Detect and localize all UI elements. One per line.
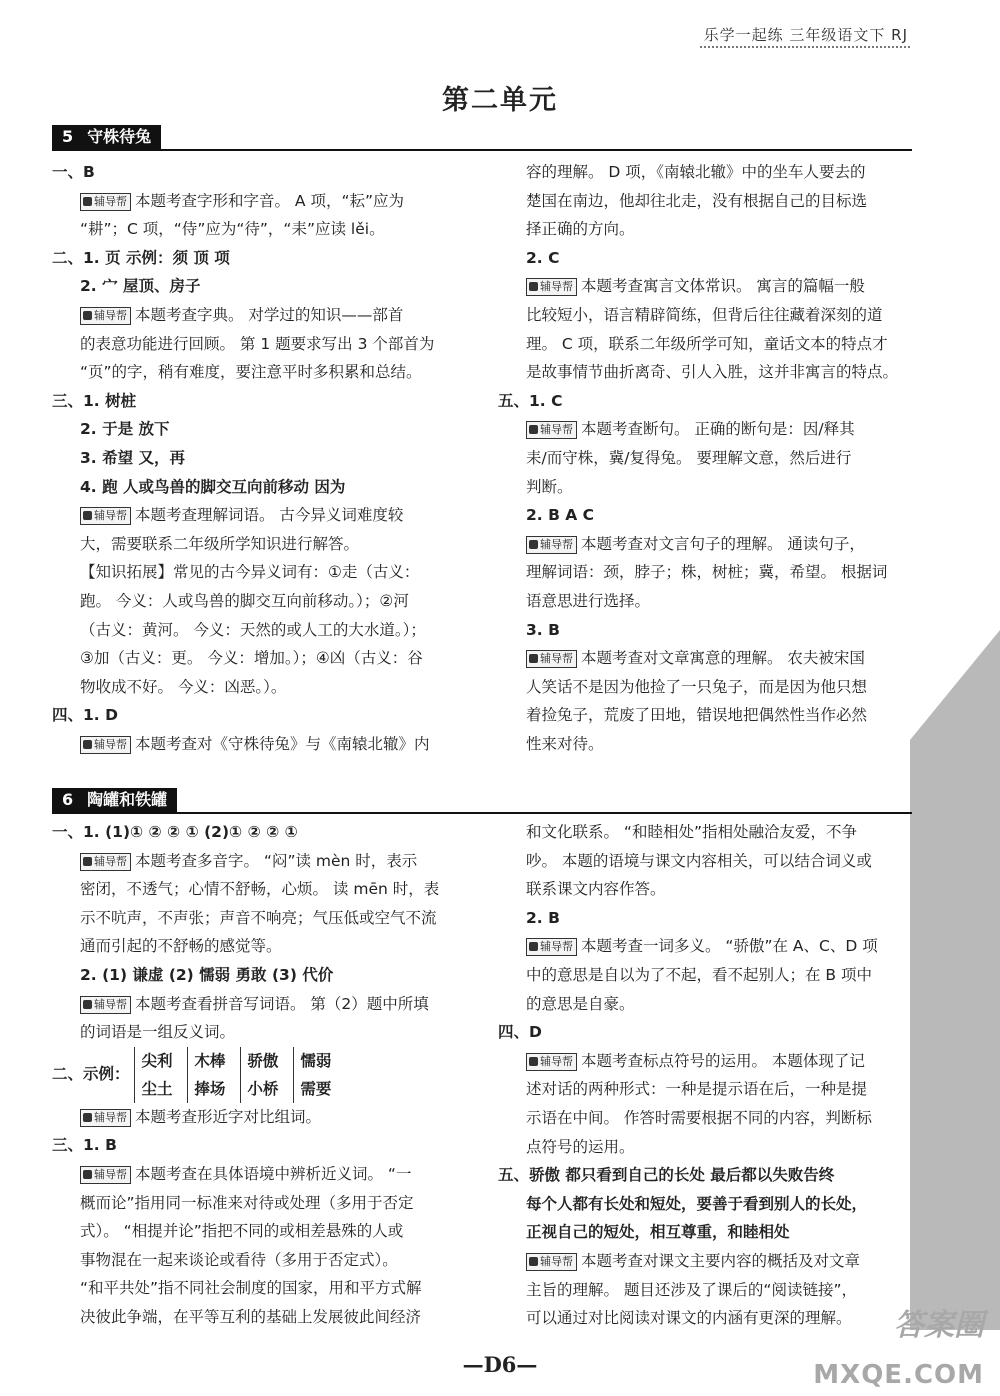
explanation-line: 耒/而守株，冀/复得兔。 要理解文意，然后进行 [526, 448, 852, 467]
book-icon [529, 540, 538, 549]
section-6-right-column [498, 818, 878, 1333]
answer-line: 2. B [526, 908, 560, 927]
book-icon [83, 511, 92, 520]
fudaobang-tag [526, 536, 577, 554]
explanation-line: 辅导帮 本题考查对文章寓意的理解。 农夫被宋国 [498, 644, 898, 673]
watermark-logo: 答案圈 [894, 1308, 984, 1343]
explanation-line: 大，需要联系二年级所学知识进行解答。 [80, 534, 360, 553]
tag-label: 辅导帮 [94, 1110, 127, 1124]
section-6-header [52, 788, 177, 812]
book-icon [529, 942, 538, 951]
page-header: 乐学一起练 三年级语文下 RJ [703, 26, 908, 44]
book-icon [529, 654, 538, 663]
word-group: 懦弱 需要 [293, 1047, 331, 1103]
explanation-line: “耕”；C 项，“侍”应为“待”，“耒”应读 lěi。 [80, 220, 385, 239]
book-icon [83, 740, 92, 749]
explanation-line: 是故事情节曲折离奇、引人入胜，这并非寓言的特点。 [526, 363, 899, 382]
explanation-line: 辅导帮 本题考查形近字对比组词。 [52, 1103, 439, 1132]
answer-line: 三、1. B [52, 1136, 117, 1155]
fudaobang-tag [80, 853, 131, 871]
explanation-line: 理。 C 项，联系二年级所学可知，童话文本的特点才 [526, 334, 888, 353]
fudaobang-tag [80, 1166, 131, 1184]
explanation-line: 辅导帮 本题考查字典。 对学过的知识——部首 [52, 301, 434, 330]
answer-line: 五、骄傲 都只看到自己的长处 最后都以失败告终 [498, 1166, 835, 1185]
knowledge-line: 跑。 今义：人或鸟兽的脚交互向前移动。）；②河 [80, 591, 409, 610]
book-icon [83, 311, 92, 320]
answer-line: 4. 跑 人或鸟兽的脚交互向前移动 因为 [80, 477, 346, 496]
fudaobang-tag [80, 507, 131, 525]
fudaobang-tag [80, 193, 131, 211]
watermark-url: MXQE.COM [813, 1360, 984, 1390]
book-icon [529, 1057, 538, 1066]
fudaobang-tag [526, 1253, 577, 1271]
explanation-line: 判断。 [526, 477, 573, 496]
knowledge-line: 【知识拓展】常见的古今异义词有：①走（古义： [80, 563, 420, 582]
tag-label: 辅导帮 [540, 1254, 573, 1268]
fudaobang-tag [526, 421, 577, 439]
tag-label: 辅导帮 [540, 423, 573, 437]
answer-line: 2. 宀 屋顶、房子 [80, 277, 201, 296]
explanation-line: 事物混在一起来谈论或看待（多用于否定式）。 [80, 1250, 398, 1269]
section-title: 陶罐和铁罐 [87, 790, 168, 809]
section-5-left-column [52, 158, 434, 758]
explanation-line: 密闭，不透气；心情不舒畅，心烦。 读 mēn 时，表 [80, 880, 440, 899]
answer-line: 四、1. D [52, 706, 118, 725]
book-icon [529, 425, 538, 434]
tag-label: 辅导帮 [540, 940, 573, 954]
explanation-line: 辅导帮 本题考查理解词语。 古今异义词难度较 [52, 501, 434, 530]
explanation-line: 辅导帮 本题考查标点符号的运用。 本题体现了记 [498, 1047, 878, 1076]
book-icon [83, 1000, 92, 1009]
word-group: 木棒 捧场 [187, 1047, 225, 1103]
answer-line: 三、1. 树桩 [52, 391, 137, 410]
explanation-line: 主旨的理解。 题目还涉及了课后的“阅读链接”， [526, 1280, 857, 1299]
answer-line: 正视自己的短处，相互尊重，和睦相处 [526, 1223, 790, 1242]
explanation-line: 决彼此争端，在平等互利的基础上发展彼此间经济 [80, 1307, 422, 1326]
explanation-line: 性来对待。 [526, 734, 604, 753]
section-title: 守株待兔 [87, 127, 152, 146]
explanation-line: 和文化联系。 “和睦相处”指相处融洽友爱，不争 [526, 823, 857, 841]
fudaobang-tag [80, 1109, 131, 1127]
explanation-line: 辅导帮 本题考查寓言文体常识。 寓言的篇幅一般 [498, 272, 898, 301]
knowledge-line: 物收成不好。 今义：凶恶。）。 [80, 677, 287, 696]
book-icon [83, 1170, 92, 1179]
explanation-line: 概而论”指用同一标准来对待或处理（多用于否定 [80, 1193, 414, 1212]
section-6-left-column [52, 818, 439, 1332]
explanation-line: 辅导帮 本题考查看拼音写词语。 第（2）题中所填 [52, 990, 439, 1019]
answer-line: 每个人都有长处和短处，要善于看到别人的长处， [526, 1194, 868, 1213]
answer-line: 一、1. (1)① ② ② ① (2)① ② ② ① [52, 823, 298, 841]
tag-label: 辅导帮 [94, 194, 127, 208]
answer-line: 3. 希望 又，再 [80, 448, 185, 467]
book-icon [83, 197, 92, 206]
explanation-line: 吵。 本题的语境与课文内容相关，可以结合词义或 [526, 851, 872, 870]
explanation-line: 示语在中间。 作答时需要根据不同的内容，判断标 [526, 1108, 872, 1127]
answer-line: 五、1. C [498, 391, 563, 410]
example-label: 二、示例： [52, 1065, 130, 1084]
tag-label: 辅导帮 [94, 509, 127, 523]
knowledge-line: （古义：黄河。 今义：天然的或人工的大水道。）； [80, 620, 426, 639]
explanation-line: 的意思是自豪。 [526, 994, 635, 1013]
explanation-line: 择正确的方向。 [526, 220, 635, 239]
answer-line: 二、1. 页 示例：须 顶 项 [52, 248, 230, 267]
answer-line: 四、D [498, 1023, 542, 1042]
explanation-line: 中的意思是自以为了不起，看不起别人；在 B 项中 [526, 965, 872, 984]
tag-label: 辅导帮 [540, 1054, 573, 1068]
explanation-line: 辅导帮 本题考查在具体语境中辨析近义词。 “一 [52, 1160, 439, 1189]
explanation-line: 式）。 “相提并论”指把不同的或相差悬殊的人或 [80, 1222, 404, 1241]
tag-label: 辅导帮 [94, 737, 127, 751]
explanation-line: 联系课文内容作答。 [526, 880, 666, 899]
explanation-line: 楚国在南边，他却往北走，没有根据自己的目标选 [526, 191, 868, 210]
answer-line: 一、B [52, 163, 95, 181]
explanation-line: 辅导帮 本题考查多音字。 “闷”读 mèn 时，表示 [52, 847, 439, 876]
explanation-line: “和平共处”指不同社会制度的国家，用和平方式解 [80, 1279, 422, 1298]
section-number: 5 [62, 127, 74, 146]
explanation-line: 着捡兔子，荒废了田地，错误地把偶然性当作必然 [526, 706, 868, 725]
section-5-header [52, 125, 161, 149]
explanation-line: 点符号的运用。 [526, 1137, 635, 1156]
tag-label: 辅导帮 [94, 997, 127, 1011]
section-rule [52, 149, 912, 151]
fudaobang-tag [80, 307, 131, 325]
explanation-line: 述对话的两种形式：一种是提示语在后，一种是提 [526, 1080, 868, 1099]
explanation-line: 通而引起的不舒畅的感觉等。 [80, 937, 282, 956]
explanation-line: 人笑话不是因为他捡了一只兔子，而是因为他只想 [526, 677, 868, 696]
answer-line: 2. 于是 放下 [80, 420, 170, 439]
book-icon [83, 1113, 92, 1122]
fudaobang-tag [526, 1053, 577, 1071]
explanation-line: 辅导帮 本题考查断句。 正确的断句是：因/释其 [498, 415, 898, 444]
explanation-line: 可以通过对比阅读对课文的内涵有更深的理解。 [526, 1309, 852, 1328]
section-5-right-column [498, 158, 898, 758]
section-rule [52, 812, 912, 814]
answer-line: 3. B [526, 620, 560, 639]
decorative-pencil-shape [910, 630, 1000, 1330]
explanation-line: 辅导帮 本题考查一词多义。 “骄傲”在 A、C、D 项 [498, 932, 878, 961]
tag-label: 辅导帮 [94, 1167, 127, 1181]
tag-label: 辅导帮 [540, 280, 573, 294]
unit-title: 第二单元 [442, 85, 558, 116]
answer-line: 2. B A C [526, 506, 595, 525]
book-icon [529, 282, 538, 291]
page-number: —D6— [462, 1352, 538, 1377]
explanation-line: “页”的字，稍有难度，要注意平时多积累和总结。 [80, 363, 422, 382]
book-icon [83, 857, 92, 866]
tag-label: 辅导帮 [540, 652, 573, 666]
explanation-line: 的表意功能进行回顾。 第 1 题要求写出 3 个部首为 [80, 334, 435, 353]
explanation-line: 辅导帮 本题考查字形和字音。 A 项，“耘”应为 [52, 187, 434, 216]
word-group: 骄傲 小桥 [240, 1047, 278, 1103]
explanation-line: 示不吭声，不声张；声音不响亮；气压低或空气不流 [80, 908, 437, 927]
word-group: 尖利 尘土 [134, 1047, 172, 1103]
header-divider [700, 46, 910, 48]
answer-line: 2. C [526, 248, 560, 267]
section-number: 6 [62, 790, 74, 809]
explanation-line: 比较短小，语言精辟简练，但背后往往藏着深刻的道 [526, 305, 883, 324]
fudaobang-tag [526, 650, 577, 668]
explanation-line: 容的理解。 D 项，《南辕北辙》中的坐车人要去的 [526, 163, 866, 181]
explanation-line: 的词语是一组反义词。 [80, 1023, 236, 1042]
tag-label: 辅导帮 [540, 537, 573, 551]
fudaobang-tag [526, 278, 577, 296]
explanation-line: 辅导帮 本题考查对文言句子的理解。 通读句子， [498, 530, 898, 559]
tag-label: 辅导帮 [94, 854, 127, 868]
knowledge-line: ③加（古义：更。 今义：增加。）；④凶（古义：谷 [80, 649, 423, 668]
example-words-block [52, 1047, 439, 1103]
fudaobang-tag [80, 996, 131, 1014]
explanation-line: 理解词语：颈，脖子；株，树桩；冀，希望。 根据词 [526, 563, 888, 582]
explanation-line: 辅导帮 本题考查对《守株待兔》与《南辕北辙》内 [52, 730, 434, 759]
fudaobang-tag [526, 938, 577, 956]
book-icon [529, 1257, 538, 1266]
tag-label: 辅导帮 [94, 308, 127, 322]
explanation-line: 语意思进行选择。 [526, 591, 651, 610]
fudaobang-tag [80, 736, 131, 754]
answer-line: 2. (1) 谦虚 (2) 懦弱 勇敢 (3) 代价 [80, 965, 334, 984]
explanation-line: 辅导帮 本题考查对课文主要内容的概括及对文章 [498, 1247, 878, 1276]
